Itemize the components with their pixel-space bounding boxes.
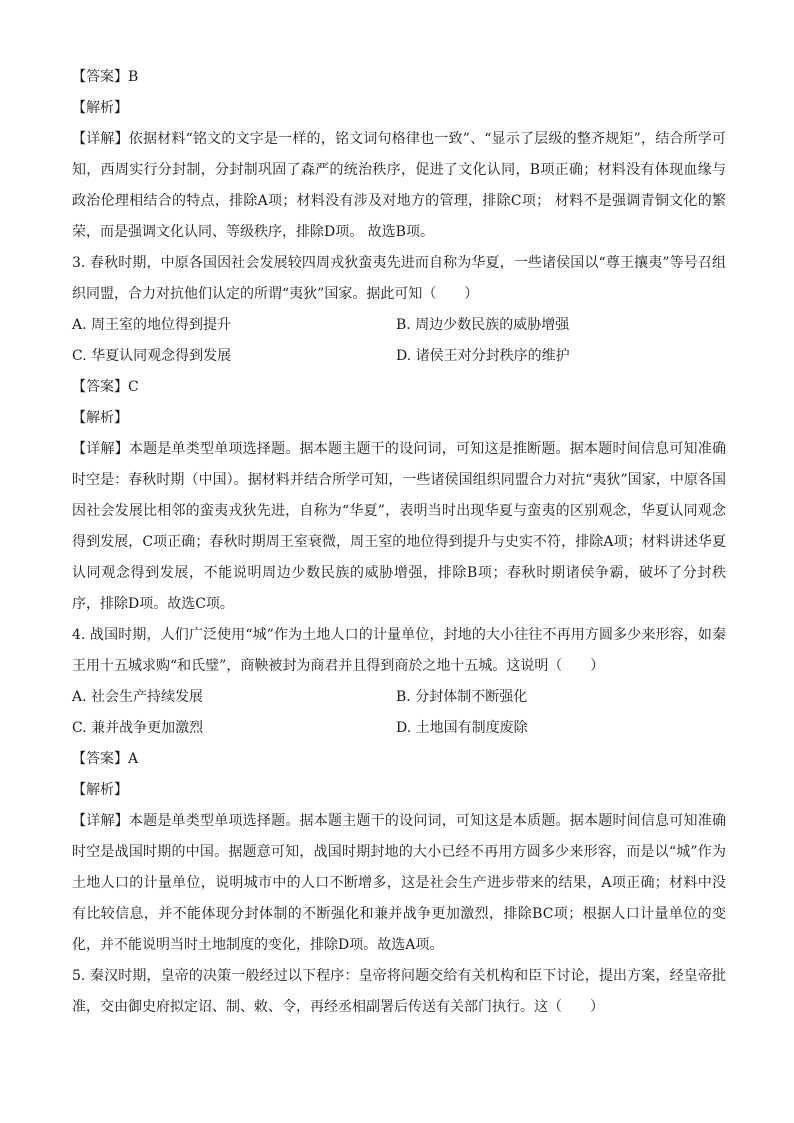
question-stem: 4. 战国时期，人们广泛使用“城”作为土地人口的计量单位，封地的大小往往不再用方圆多少来形容，如秦王用十五城求购“和氏璧”，商鞅被封为商君并且得到商於之地十五城。这说明（ ） (72, 627, 726, 674)
option-c: C. 兼并战争更加激烈 (72, 720, 204, 736)
analysis-label: 【解析】 (72, 410, 128, 426)
option-c: C. 华夏认同观念得到发展 (72, 348, 232, 364)
question-stem: 5. 秦汉时期，皇帝的决策一般经过以下程序：皇帝将问题交给有关机构和臣下讨论，提出方案，经皇帝批准，交由御史府拟定诏、制、敕、令，再经丞相副署后传送有关部门执行。这（ ） (72, 968, 726, 1015)
analysis-label: 【解析】 (72, 782, 128, 798)
q2-answer-block (72, 62, 726, 248)
question-3 (72, 248, 726, 620)
answer-label: 【答案】B (72, 69, 139, 85)
option-a: A. 周王室的地位得到提升 (72, 317, 232, 333)
detail-text: 【详解】本题是单类型单项选择题。据本题主题干的设问词，可知这是推断题。据本题时间信息可知准确时空是：春秋时期（中国）。据材料并结合所学可知，一些诸侯国组织同盟合力对抗“夷狄”国家，中原各国因社会发展比相邻的蛮夷戎狄先进，自称为“华夏”，表明当时出现华夏与蛮夷的区别观念，华夏认同观念得到发展，C项正确；春秋时期周王室衰微，周王室的地位得到提升与史实不符，排除A项；材料讲述华夏认同观念得到发展，不能说明周边少数民族的威胁增强，排除B项；春秋时期诸侯争霸，破坏了分封秩序，排除D项。故选C项。 (72, 441, 726, 612)
question-stem: 3. 春秋时期，中原各国因社会发展较四周戎狄蛮夷先进而自称为华夏，一些诸侯国以“尊王攘夷”等号召组织同盟，合力对抗他们认定的所谓“夷狄”国家。据此可知（ ） (72, 255, 726, 302)
analysis-label: 【解析】 (72, 100, 128, 116)
answer-label: 【答案】A (72, 751, 139, 767)
option-b: B. 分封体制不断强化 (396, 689, 528, 705)
question-4 (72, 620, 726, 961)
answer-label: 【答案】C (72, 379, 139, 395)
detail-text: 【详解】依据材料“铭文的文字是一样的，铭文词句格律也一致”、“显示了层级的整齐规矩”，结合所学可知，西周实行分封制，分封制巩固了森严的统治秩序，促进了文化认同，B项正确；材料没有体现血缘与政治伦理相结合的特点，排除A项；材料没有涉及对地方的管理，排除C项； 材料不是强调青铜文化的繁荣，而是强调文化认同、等级秩序，排除D项。 故选B项。 (72, 131, 726, 240)
options-grid (72, 682, 726, 744)
detail-text: 【详解】本题是单类型单项选择题。据本题主题干的设问词，可知这是本质题。据本题时间信息可知准确时空是战国时期的中国。据题意可知，战国时期封地的大小已经不再用方圆多少来形容，而是以“城”作为土地人口的计量单位，说明城市中的人口不断增多，这是社会生产进步带来的结果，A项正确；材料中没有比较信息，并不能体现分封体制的不断强化和兼并战争更加激烈，排除BC项；根据人口计量单位的变化，并不能说明当时土地制度的变化，排除D项。故选A项。 (72, 813, 726, 953)
option-d: D. 土地国有制度废除 (396, 720, 528, 736)
option-a: A. 社会生产持续发展 (72, 689, 204, 705)
option-d: D. 诸侯王对分封秩序的维护 (396, 348, 570, 364)
option-b: B. 周边少数民族的威胁增强 (396, 317, 570, 333)
document-content (72, 62, 726, 1023)
question-5 (72, 961, 726, 1023)
options-grid (72, 310, 726, 372)
